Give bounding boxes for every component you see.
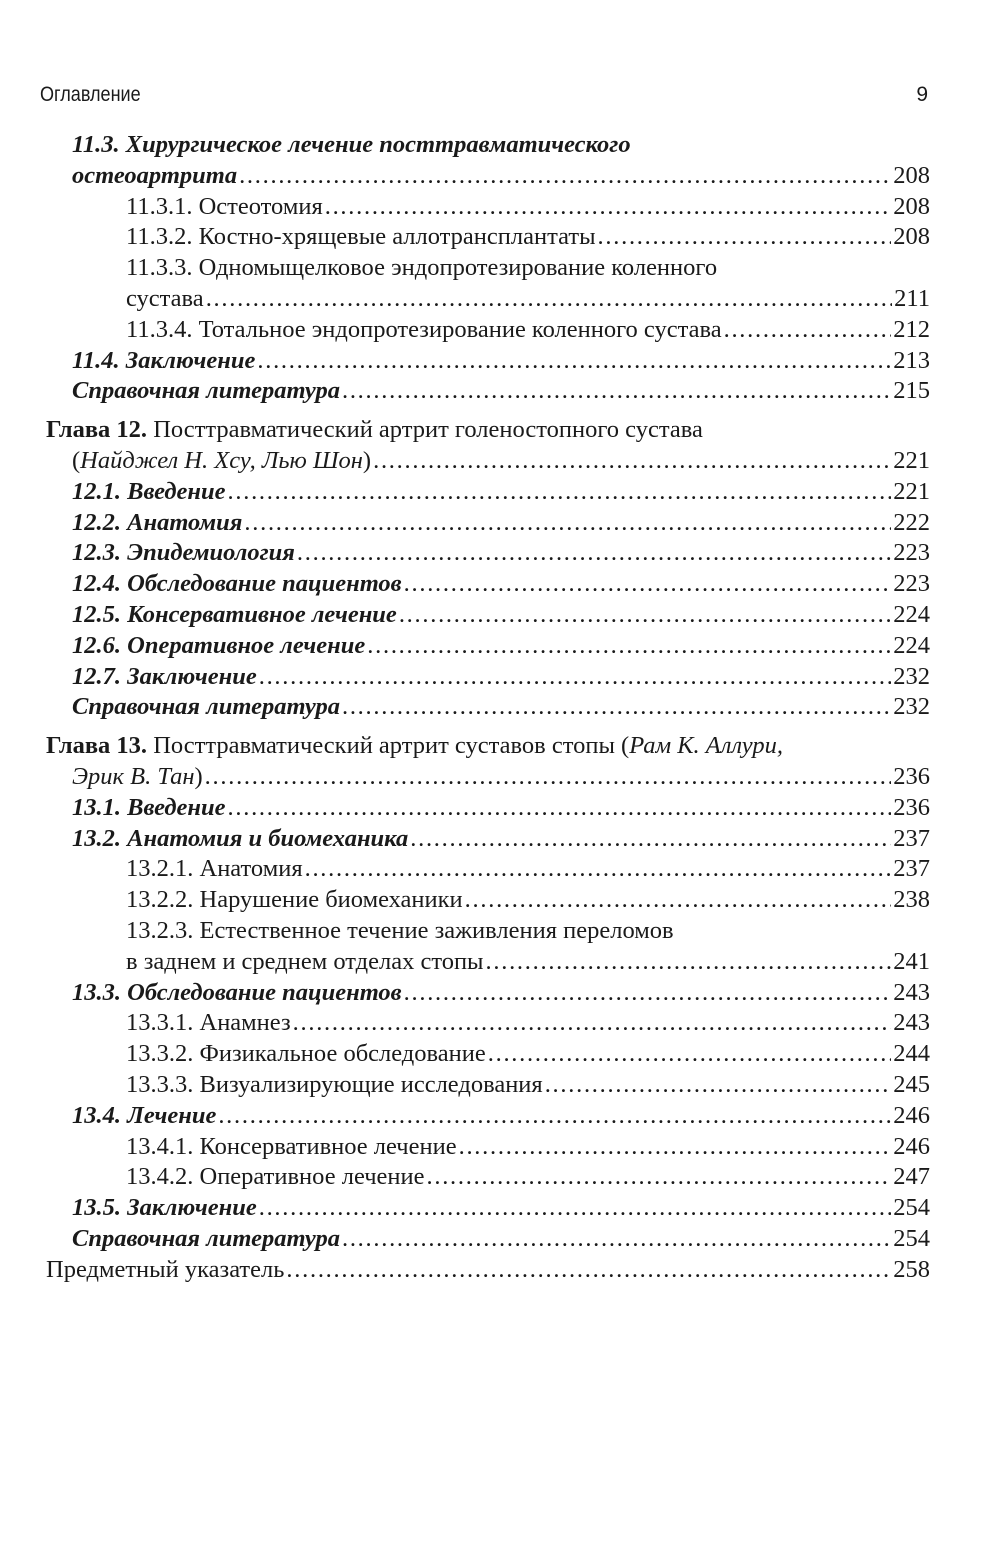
toc-entry-11-3-2[interactable] xyxy=(46,222,930,253)
dot-leader xyxy=(286,1255,891,1286)
toc-page-number: 241 xyxy=(893,947,930,975)
toc-entry-11-3-1[interactable] xyxy=(46,192,930,223)
dot-leader xyxy=(459,1132,892,1163)
toc-entry-12-1[interactable] xyxy=(46,477,930,508)
toc-entry-title: 13.1. Введение xyxy=(72,793,226,821)
dot-leader xyxy=(488,1039,892,1070)
dot-leader xyxy=(228,793,892,824)
toc-page-number: 237 xyxy=(893,855,930,883)
toc-entry-title: 12.1. Введение xyxy=(72,477,226,505)
toc-entry-title: 11.3. Хирургическое лечение посттравматического xyxy=(72,131,631,158)
toc-page-number: 236 xyxy=(893,762,930,790)
toc-entry-11-3-cont[interactable] xyxy=(46,161,930,192)
toc-page-number: 221 xyxy=(893,477,930,505)
toc-entry-13-2-1[interactable] xyxy=(46,854,930,885)
chapter-title: Посттравматический артрит голеностопного сустава xyxy=(147,416,703,444)
dot-leader xyxy=(218,1101,891,1132)
dot-leader xyxy=(205,762,892,793)
toc-page-number: 243 xyxy=(893,1009,930,1037)
toc-entry-12-3[interactable] xyxy=(46,538,930,569)
dot-leader xyxy=(724,315,892,346)
toc-entry-13-2-2[interactable] xyxy=(46,885,930,916)
toc-entry-11-3-4[interactable] xyxy=(46,315,930,346)
dot-leader xyxy=(404,978,892,1009)
toc-page-number: 258 xyxy=(893,1255,930,1283)
toc-entry-title: 12.3. Эпидемиология xyxy=(72,539,295,567)
toc-page-number: 224 xyxy=(893,631,930,659)
toc-entry-title: 12.6. Оперативное лечение xyxy=(72,631,366,659)
toc-entry-subject-index[interactable] xyxy=(46,1255,930,1286)
toc-entry-title: 13.2.2. Нарушение биомеханики xyxy=(126,886,463,914)
dot-leader xyxy=(427,1162,892,1193)
toc-page-number: 222 xyxy=(893,508,930,536)
toc-entry-13-3-3[interactable] xyxy=(46,1070,930,1101)
toc-page-number: 247 xyxy=(893,1163,930,1191)
dot-leader xyxy=(257,346,891,377)
toc-entry-title: 12.2. Анатомия xyxy=(72,508,243,536)
toc-entry-title: Предметный указатель xyxy=(46,1255,285,1283)
toc-entry-title: сустава xyxy=(126,284,204,312)
dot-leader xyxy=(373,446,891,477)
toc-entry-title: 13.4.2. Оперативное лечение xyxy=(126,1163,425,1191)
dot-leader xyxy=(399,600,891,631)
toc-entry-title: 13.5. Заключение xyxy=(72,1194,257,1222)
toc-entry-title: 13.3.1. Анамнез xyxy=(126,1009,291,1037)
paren: ) xyxy=(362,446,372,474)
toc-entry-11-3[interactable] xyxy=(46,130,930,161)
toc-entry-12-7[interactable] xyxy=(46,662,930,693)
toc-entry-title: Справочная литература xyxy=(72,693,340,721)
chapter-authors: Эрик В. Тан xyxy=(72,762,195,790)
toc-page-number: 243 xyxy=(893,978,930,1006)
page-number: 9 xyxy=(916,83,928,106)
paren: ( xyxy=(72,446,81,474)
dot-leader xyxy=(367,631,891,662)
chapter-title: Посттравматический артрит суставов стопы ( xyxy=(147,732,630,760)
dot-leader xyxy=(305,854,892,885)
chapter-authors: Найджел Н. Хсу, Лью Шон xyxy=(80,446,363,474)
dot-leader xyxy=(297,538,891,569)
toc-page-number: 238 xyxy=(893,886,930,914)
toc-entry-13-4-1[interactable] xyxy=(46,1132,930,1163)
toc-entry-title: 11.4. Заключение xyxy=(72,346,256,374)
toc-entry-13-2-3-cont[interactable] xyxy=(46,947,930,978)
toc-page-number: 254 xyxy=(893,1224,930,1252)
dot-leader xyxy=(259,662,892,693)
dot-leader xyxy=(325,192,892,223)
toc-entry-title: 12.7. Заключение xyxy=(72,662,257,690)
dot-leader xyxy=(598,222,892,253)
toc-entry-12-6[interactable] xyxy=(46,631,930,662)
dot-leader xyxy=(404,569,892,600)
toc-page-number: 232 xyxy=(893,693,930,721)
toc-page-number: 246 xyxy=(893,1132,930,1160)
toc-entry-11-4[interactable] xyxy=(46,346,930,377)
toc-entry-references-11[interactable] xyxy=(46,376,930,407)
dot-leader xyxy=(244,508,891,539)
chapter-label: Глава 12. xyxy=(46,416,148,444)
toc-entry-title: Справочная литература xyxy=(72,377,340,405)
toc-entry-title: 13.3.3. Визуализирующие исследования xyxy=(126,1070,543,1098)
toc-entry-13-4[interactable] xyxy=(46,1101,930,1132)
dot-leader xyxy=(410,824,891,855)
toc-entry-title: 11.3.1. Остеотомия xyxy=(126,192,323,220)
toc-entry-title: 11.3.4. Тотальное эндопротезирование коленного сустава xyxy=(126,315,722,343)
toc-chapter-12-cont[interactable] xyxy=(46,446,930,477)
toc-entry-12-4[interactable] xyxy=(46,569,930,600)
toc-page-number: 223 xyxy=(893,570,930,598)
dot-leader xyxy=(342,376,891,407)
toc-entry-13-4-2[interactable] xyxy=(46,1162,930,1193)
toc-entry-title: в заднем и среднем отделах стопы xyxy=(126,947,484,975)
dot-leader xyxy=(486,947,892,978)
toc-entry-13-3-1[interactable] xyxy=(46,1008,930,1039)
toc-entry-12-2[interactable] xyxy=(46,508,930,539)
toc-page-number: 223 xyxy=(893,539,930,567)
dot-leader xyxy=(228,477,892,508)
toc-page-number: 254 xyxy=(893,1194,930,1222)
toc-entry-references-12[interactable] xyxy=(46,692,930,723)
toc-page-number: 211 xyxy=(894,284,930,312)
dot-leader xyxy=(239,161,891,192)
toc-chapter-13-cont[interactable] xyxy=(46,762,930,793)
toc-page-number: 208 xyxy=(893,192,930,220)
toc-entry-title: 13.2. Анатомия и биомеханика xyxy=(72,824,409,852)
dot-leader xyxy=(465,885,892,916)
toc-page-number: 221 xyxy=(893,446,930,474)
toc-entry-13-5[interactable] xyxy=(46,1193,930,1224)
toc-entry-title: 12.4. Обследование пациентов xyxy=(72,570,402,598)
toc-entry-title: 13.2.3. Естественное течение заживления переломов xyxy=(126,916,674,944)
toc-entry-title: 11.3.3. Одномыщелковое эндопротезирование коленного xyxy=(126,254,718,282)
toc-entry-13-2-3[interactable] xyxy=(46,916,930,947)
dot-leader xyxy=(342,1224,891,1255)
toc-chapter-12[interactable] xyxy=(46,415,930,446)
toc-entry-title: остеоартрита xyxy=(72,161,238,189)
chapter-authors: Рам К. Аллури, xyxy=(629,732,783,760)
toc-page-number: 208 xyxy=(893,223,930,251)
toc-entry-title: 13.3.2. Физикальное обследование xyxy=(126,1040,486,1068)
dot-leader xyxy=(293,1008,892,1039)
dot-leader xyxy=(545,1070,892,1101)
toc-chapter-13[interactable] xyxy=(46,731,930,762)
toc-entry-title: 13.2.1. Анатомия xyxy=(126,855,303,883)
toc-entry-title: 13.3. Обследование пациентов xyxy=(72,978,402,1006)
toc-page-number: 246 xyxy=(893,1101,930,1129)
toc-page-number: 237 xyxy=(893,824,930,852)
dot-leader xyxy=(206,284,892,315)
toc-page-number: 245 xyxy=(893,1070,930,1098)
toc-entry-11-3-3-cont[interactable] xyxy=(46,284,930,315)
toc-entry-references-13[interactable] xyxy=(46,1224,930,1255)
toc-entry-11-3-3[interactable] xyxy=(46,253,930,284)
chapter-label: Глава 13. xyxy=(46,732,148,760)
toc-page-number: 212 xyxy=(893,315,930,343)
toc-entry-title: 13.4.1. Консервативное лечение xyxy=(126,1132,457,1160)
toc-entry-13-3[interactable] xyxy=(46,978,930,1009)
paren: ) xyxy=(194,762,203,790)
toc-entry-13-2[interactable] xyxy=(46,824,930,855)
toc-page-number: 244 xyxy=(893,1040,930,1068)
toc-entry-title: 11.3.2. Костно-хрящевые аллотрансплантаты xyxy=(126,223,596,251)
toc-page-number: 213 xyxy=(893,346,930,374)
toc-entry-13-1[interactable] xyxy=(46,793,930,824)
toc-entry-13-3-2[interactable] xyxy=(46,1039,930,1070)
dot-leader xyxy=(342,692,891,723)
toc-page-number: 236 xyxy=(893,793,930,821)
toc-entry-title: Справочная литература xyxy=(72,1224,340,1252)
toc-entry-title: 12.5. Консервативное лечение xyxy=(72,600,397,628)
page-header xyxy=(40,80,928,110)
table-of-contents xyxy=(46,130,930,1285)
toc-page-number: 232 xyxy=(893,662,930,690)
dot-leader xyxy=(259,1193,892,1224)
running-title: Оглавление xyxy=(40,83,141,106)
toc-page-number: 208 xyxy=(893,161,930,189)
toc-page-number: 224 xyxy=(893,600,930,628)
toc-entry-title: 13.4. Лечение xyxy=(72,1101,217,1129)
toc-page-number: 215 xyxy=(893,377,930,405)
toc-entry-12-5[interactable] xyxy=(46,600,930,631)
